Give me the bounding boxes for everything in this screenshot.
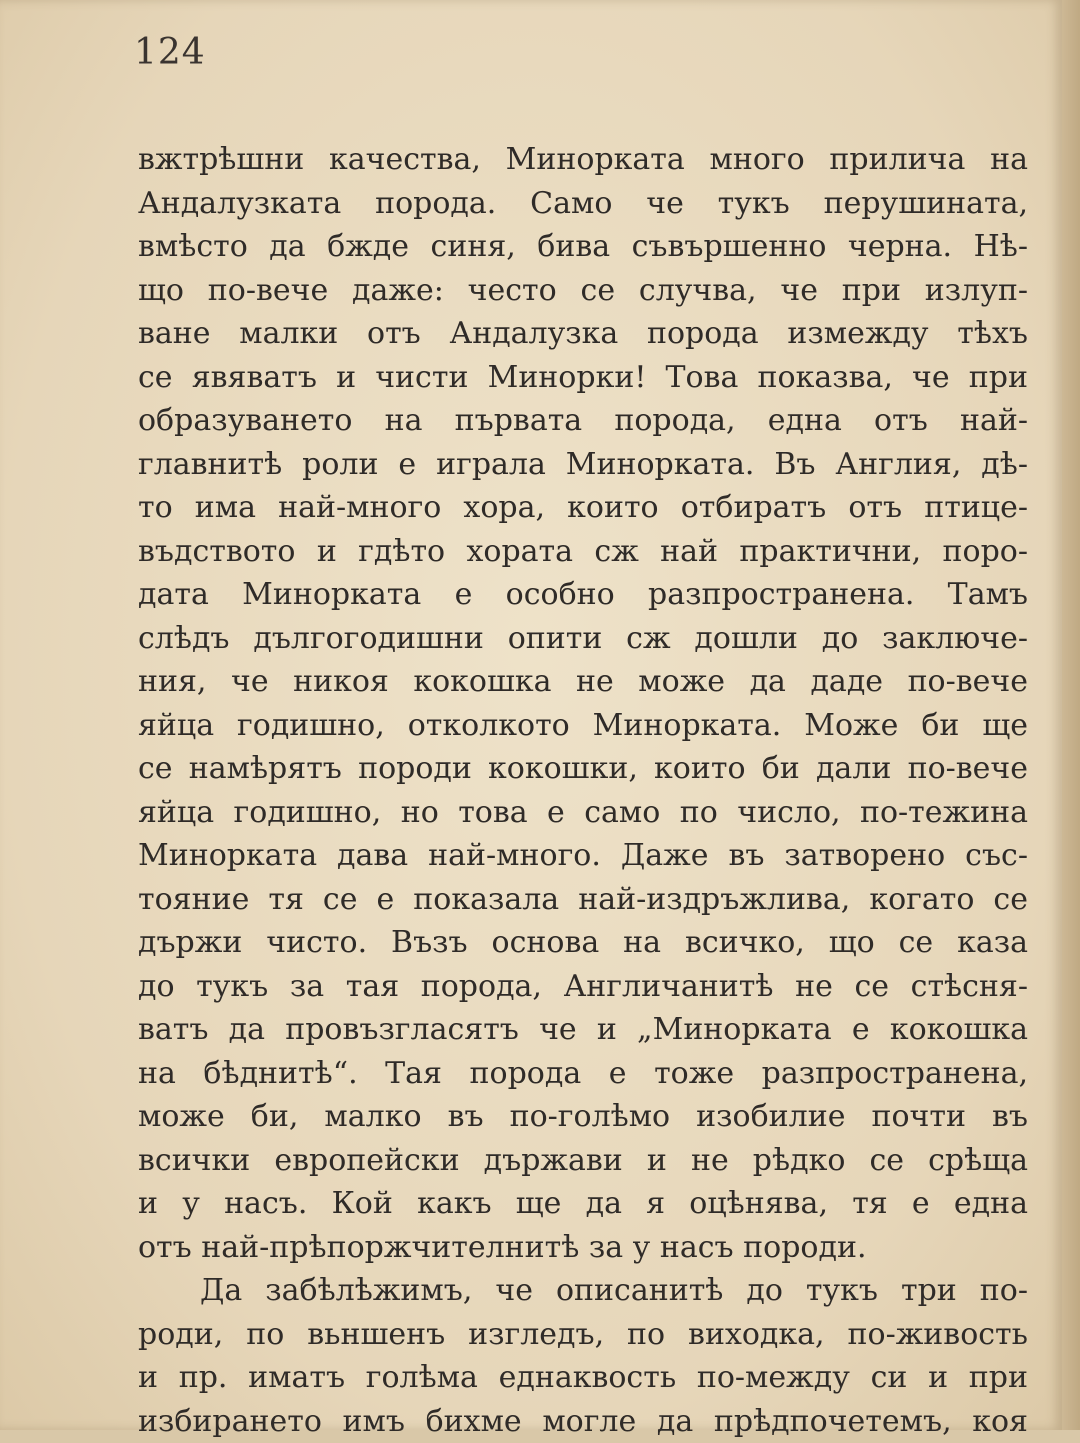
text-line: яйца годишно, но това е само по число, по-тежина — [138, 791, 1028, 835]
text-line: Андалузката порода. Само че тукъ перушината, — [138, 182, 1028, 226]
text-line: и у насъ. Кой какъ ще да я оцѣнява, тя е една — [138, 1182, 1028, 1226]
text-line: избирането имъ бихме могле да прѣдпочетемъ, коя — [138, 1400, 1028, 1443]
text-line: то има най-много хора, които отбиратъ отъ птице- — [138, 486, 1028, 530]
page-edge — [1062, 0, 1080, 1430]
text-line: Да забѣлѣжимъ, че описанитѣ до тукъ три по- — [138, 1269, 1028, 1313]
text-line: може би, малко въ по-голѣмо изобилие почти въ — [138, 1095, 1028, 1139]
text-line: ване малки отъ Андалузка порода измежду тѣхъ — [138, 312, 1028, 356]
text-line: дата Минорката е особно разпространена. Тамъ — [138, 573, 1028, 617]
text-line: тояние тя се е показала най-издръжлива, когато се — [138, 878, 1028, 922]
text-line: се намѣрятъ породи кокошки, които би дали по-вече — [138, 747, 1028, 791]
paragraph-2 — [138, 1269, 1028, 1443]
text-line: образуването на първата порода, една отъ най- — [138, 399, 1028, 443]
text-line: Минорката дава най-много. Даже въ затворено със- — [138, 834, 1028, 878]
text-line: въдството и гдѣто хората сж най практични, поро- — [138, 530, 1028, 574]
body-text — [138, 138, 1028, 1443]
text-line: що по-вече даже: често се случва, че при излуп- — [138, 269, 1028, 313]
text-line: на бѣднитѣ“. Тая порода е тоже разпространена, — [138, 1052, 1028, 1096]
text-line: до тукъ за тая порода, Англичанитѣ не се стѣсня- — [138, 965, 1028, 1009]
text-line: роди, по вьншенъ изгледъ, по виходка, по-живость — [138, 1313, 1028, 1357]
text-line: главнитѣ роли е играла Минорката. Въ Англия, дѣ- — [138, 443, 1028, 487]
text-line: ватъ да провъзгласятъ че и „Минорката е кокошка — [138, 1008, 1028, 1052]
text-line: всички европейски държави и не рѣдко се срѣща — [138, 1139, 1028, 1183]
text-line: слѣдъ дългогодишни опити сж дошли до заключе- — [138, 617, 1028, 661]
text-line: вмѣсто да бжде синя, бива съвършенно черна. Нѣ- — [138, 225, 1028, 269]
paragraph-1 — [138, 138, 1028, 1269]
text-line: отъ най-прѣпоржчителнитѣ за у насъ породи. — [138, 1226, 1028, 1270]
text-line: ния, че никоя кокошка не може да даде по-вече — [138, 660, 1028, 704]
text-line: вжтрѣшни качества, Минорката много прилича на — [138, 138, 1028, 182]
text-line: държи чисто. Възъ основа на всичко, що се каза — [138, 921, 1028, 965]
text-line: яйца годишно, отколкото Минорката. Може би ще — [138, 704, 1028, 748]
text-line: се явяватъ и чисти Минорки! Това показва, че при — [138, 356, 1028, 400]
text-line: и пр. иматъ голѣма еднаквость по-между си и при — [138, 1356, 1028, 1400]
page-number: 124 — [134, 32, 206, 73]
